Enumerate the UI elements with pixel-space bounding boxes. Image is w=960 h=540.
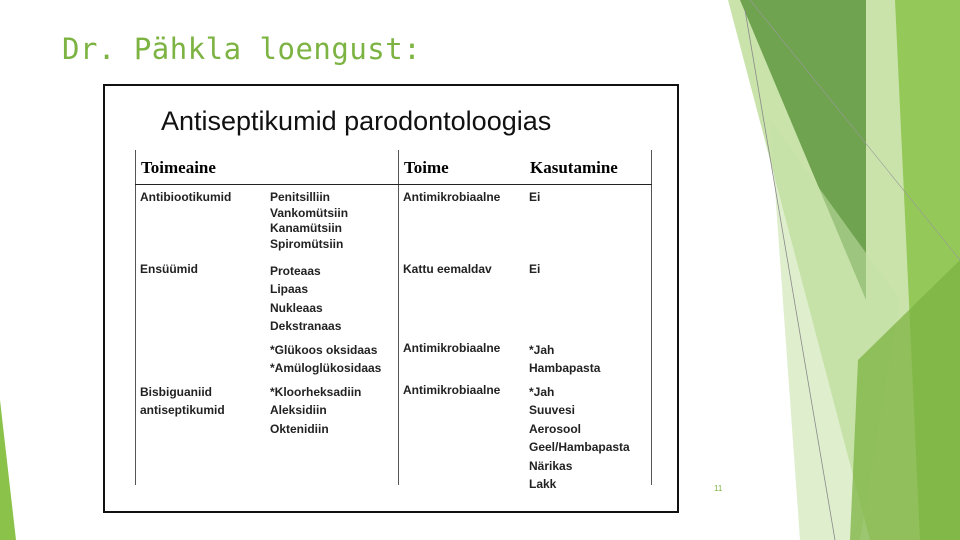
cell-line: Geel/Hambapasta (529, 440, 630, 454)
cell-line: Nukleaas (270, 300, 323, 315)
cell-line: Aerosool (529, 421, 582, 436)
row-effect: Antimikrobiaalne (403, 340, 501, 355)
document-title: Antiseptikumid parodontoloogias (161, 106, 552, 136)
row-group: Antibiootikumid (140, 190, 232, 204)
cell-line: Dekstranaas (270, 319, 342, 333)
row-group (135, 378, 265, 494)
row-effect: Kattu eemaldav (403, 261, 492, 276)
cell-line: Lipaas (270, 282, 309, 296)
cell-line: *Kloorheksadiin (270, 384, 362, 399)
row-usage (524, 378, 652, 494)
cell-line: Bisbiguaniid (140, 384, 212, 399)
table-header-row (135, 150, 652, 185)
cell-line: antiseptikumid (140, 403, 225, 417)
table-row (135, 336, 652, 378)
row-effect: Antimikrobiaalne (403, 382, 501, 397)
cell-line: *Amüloglükosidaas (270, 361, 382, 375)
cell-line: Proteaas (270, 263, 321, 278)
cell-line: Suuvesi (529, 403, 576, 417)
cell-line: *Glükoos oksidaas (270, 342, 378, 357)
cell-line: *Jah (529, 342, 555, 357)
cell-line: Spiromütsiin (270, 236, 344, 251)
header-toimeaine: Toimeaine (135, 150, 398, 185)
page-number: 11 (714, 484, 723, 493)
table-row (135, 257, 652, 336)
header-toime: Toime (398, 150, 524, 185)
row-usage (524, 185, 652, 257)
row-group (135, 336, 265, 378)
document-image (103, 84, 679, 513)
cell-line: *Jah (529, 384, 555, 399)
header-kasutamine: Kasutamine (524, 150, 652, 185)
left-corner-shape (0, 400, 16, 540)
row-effect: Antimikrobiaalne (403, 190, 501, 204)
cell-line: Penitsilliin (270, 190, 331, 204)
row-items (265, 257, 398, 336)
row-usage (524, 336, 652, 378)
antiseptics-table (135, 150, 652, 494)
row-items (265, 336, 398, 378)
cell-line: Närikas (529, 458, 573, 473)
cell-line: Oktenidiin (270, 421, 329, 436)
table-row (135, 378, 652, 494)
row-group: Ensüümid (140, 261, 199, 276)
row-items (265, 185, 398, 257)
cell-line: Aleksidiin (270, 403, 327, 417)
cell-line: Ei (529, 261, 541, 276)
row-items (265, 378, 398, 494)
cell-line: Lakk (529, 477, 557, 491)
cell-line: Hambapasta (529, 361, 601, 375)
cell-line: Vankomütsiin (270, 205, 349, 220)
row-usage (524, 257, 652, 336)
cell-line: Kanamütsiin (270, 221, 343, 235)
slide-title: Dr. Pähkla loengust: (62, 32, 422, 66)
cell-line: Ei (529, 190, 541, 204)
table-row (135, 185, 652, 257)
